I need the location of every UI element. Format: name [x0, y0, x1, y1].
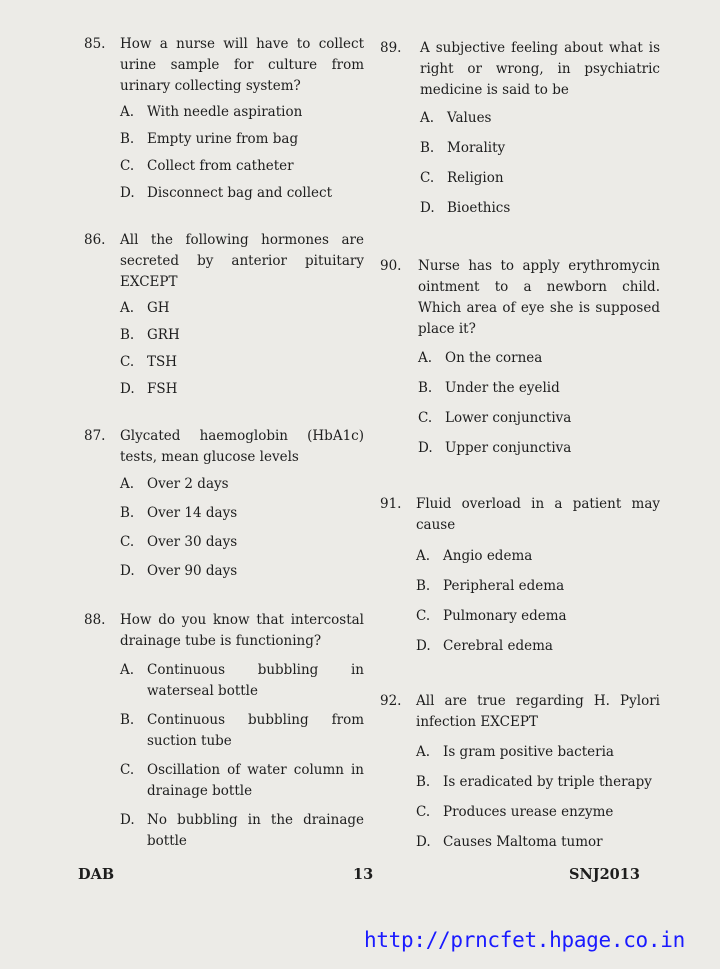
- option-letter: A.: [418, 350, 433, 366]
- option-text: No bubbling in the drainage bottle: [147, 812, 364, 849]
- option-letter: C.: [420, 170, 435, 186]
- page-number: 13: [353, 866, 374, 883]
- option-text: Over 2 days: [147, 476, 229, 492]
- option-text: GRH: [147, 327, 180, 343]
- question-number: 91.: [380, 496, 402, 512]
- option-c: [120, 156, 364, 183]
- option-letter: D.: [416, 638, 431, 654]
- option-text: Causes Maltoma tumor: [443, 834, 603, 850]
- footer-series: SNJ2013: [569, 866, 640, 883]
- option-a: [120, 660, 364, 710]
- option-b: [416, 576, 660, 606]
- option-letter: D.: [418, 440, 433, 456]
- option-letter: C.: [120, 158, 135, 174]
- option-letter: D.: [120, 185, 135, 201]
- option-text: Peripheral edema: [443, 578, 565, 594]
- option-letter: D.: [120, 812, 135, 828]
- option-a: [120, 102, 364, 129]
- option-letter: C.: [416, 608, 431, 624]
- option-letter: D.: [120, 381, 135, 397]
- option-letter: C.: [418, 410, 433, 426]
- option-text: Upper conjunctiva: [445, 440, 572, 456]
- question-text: A subjective feeling about what is right or wrong, in psychiatric medicine is said to be: [420, 40, 660, 98]
- option-b: [416, 772, 660, 802]
- option-text: Cerebral edema: [443, 638, 553, 654]
- option-text: Over 14 days: [147, 505, 238, 521]
- option-letter: B.: [120, 505, 135, 521]
- option-letter: A.: [120, 476, 135, 492]
- question-number: 89.: [380, 40, 402, 56]
- option-letter: A.: [416, 548, 431, 564]
- option-letter: A.: [416, 744, 431, 760]
- option-letter: B.: [418, 380, 433, 396]
- question-number: 90.: [380, 258, 402, 274]
- option-text: Empty urine from bag: [147, 131, 299, 147]
- option-d: [418, 438, 660, 459]
- question-92: [380, 691, 660, 853]
- question-85: [84, 34, 364, 204]
- option-a: [420, 108, 660, 138]
- option-text: Pulmonary edema: [443, 608, 567, 624]
- option-text: Collect from catheter: [147, 158, 294, 174]
- footer-code: DAB: [78, 866, 115, 883]
- option-b: [418, 378, 660, 408]
- question-91: [380, 494, 660, 657]
- option-c: [120, 760, 364, 810]
- option-a: [416, 546, 660, 576]
- option-b: [420, 138, 660, 168]
- question-number: 92.: [380, 693, 402, 709]
- option-text: Morality: [447, 140, 506, 156]
- option-d: [120, 810, 364, 852]
- question-text: Nurse has to apply erythromycin ointment to a newborn child. Which area of eye she is supposed place it?: [418, 258, 660, 337]
- option-c: [420, 168, 660, 198]
- question-text: How a nurse will have to collect urine sample for culture from urinary collecting system?: [120, 36, 364, 94]
- option-letter: B.: [416, 578, 431, 594]
- option-d: [416, 832, 660, 853]
- option-d: [120, 561, 364, 582]
- option-letter: D.: [416, 834, 431, 850]
- option-c: [120, 352, 364, 379]
- option-text: Religion: [447, 170, 504, 186]
- option-c: [120, 532, 364, 561]
- option-b: [120, 325, 364, 352]
- option-text: Lower conjunctiva: [445, 410, 572, 426]
- option-text: GH: [147, 300, 170, 316]
- option-text: Is eradicated by triple therapy: [443, 774, 652, 790]
- question-number: 86.: [84, 232, 106, 248]
- question-86: [84, 230, 364, 400]
- question-text: How do you know that intercostal drainage tube is functioning?: [120, 612, 364, 649]
- option-letter: B.: [120, 712, 135, 728]
- option-a: [120, 298, 364, 325]
- option-text: Under the eyelid: [445, 380, 560, 396]
- question-90: [380, 256, 660, 459]
- option-text: Disconnect bag and collect: [147, 185, 333, 201]
- option-letter: B.: [120, 131, 135, 147]
- option-a: [418, 348, 660, 378]
- option-text: Values: [447, 110, 492, 126]
- option-text: Oscillation of water column in drainage bottle: [147, 762, 364, 799]
- option-letter: A.: [120, 300, 135, 316]
- page-footer: [0, 866, 720, 890]
- option-d: [420, 198, 660, 219]
- option-letter: C.: [120, 534, 135, 550]
- option-b: [120, 129, 364, 156]
- option-text: Bioethics: [447, 200, 511, 216]
- question-text: Fluid overload in a patient may cause: [416, 496, 660, 533]
- option-letter: B.: [120, 327, 135, 343]
- option-text: Continuous bubbling in waterseal bottle: [147, 662, 364, 699]
- question-text: All the following hormones are secreted by anterior pituitary EXCEPT: [120, 232, 364, 290]
- option-letter: B.: [420, 140, 435, 156]
- option-c: [418, 408, 660, 438]
- option-text: TSH: [147, 354, 178, 370]
- question-87: [84, 426, 364, 582]
- option-letter: A.: [420, 110, 435, 126]
- question-number: 85.: [84, 36, 106, 52]
- option-text: FSH: [147, 381, 178, 397]
- option-c: [416, 606, 660, 636]
- option-b: [120, 503, 364, 532]
- question-89: [380, 38, 660, 219]
- option-letter: C.: [120, 762, 135, 778]
- option-d: [416, 636, 660, 657]
- question-number: 88.: [84, 612, 106, 628]
- option-letter: D.: [420, 200, 435, 216]
- option-letter: A.: [120, 662, 135, 678]
- question-number: 87.: [84, 428, 106, 444]
- option-text: Angio edema: [443, 548, 533, 564]
- option-text: With needle aspiration: [147, 104, 303, 120]
- option-b: [120, 710, 364, 760]
- option-text: Produces urease enzyme: [443, 804, 614, 820]
- option-text: Is gram positive bacteria: [443, 744, 614, 760]
- option-c: [416, 802, 660, 832]
- option-letter: C.: [416, 804, 431, 820]
- option-text: Over 90 days: [147, 563, 238, 579]
- option-text: Continuous bubbling from suction tube: [147, 712, 364, 749]
- option-letter: A.: [120, 104, 135, 120]
- option-letter: C.: [120, 354, 135, 370]
- option-a: [416, 742, 660, 772]
- option-d: [120, 379, 364, 400]
- option-a: [120, 474, 364, 503]
- question-88: [84, 610, 364, 852]
- question-text: Glycated haemoglobin (HbA1c) tests, mean glucose levels: [120, 428, 364, 465]
- watermark-url[interactable]: http://prncfet.hpage.co.in: [364, 928, 685, 952]
- option-letter: B.: [416, 774, 431, 790]
- option-d: [120, 183, 364, 204]
- question-text: All are true regarding H. Pylori infection EXCEPT: [416, 693, 660, 730]
- option-text: On the cornea: [445, 350, 543, 366]
- option-letter: D.: [120, 563, 135, 579]
- option-text: Over 30 days: [147, 534, 238, 550]
